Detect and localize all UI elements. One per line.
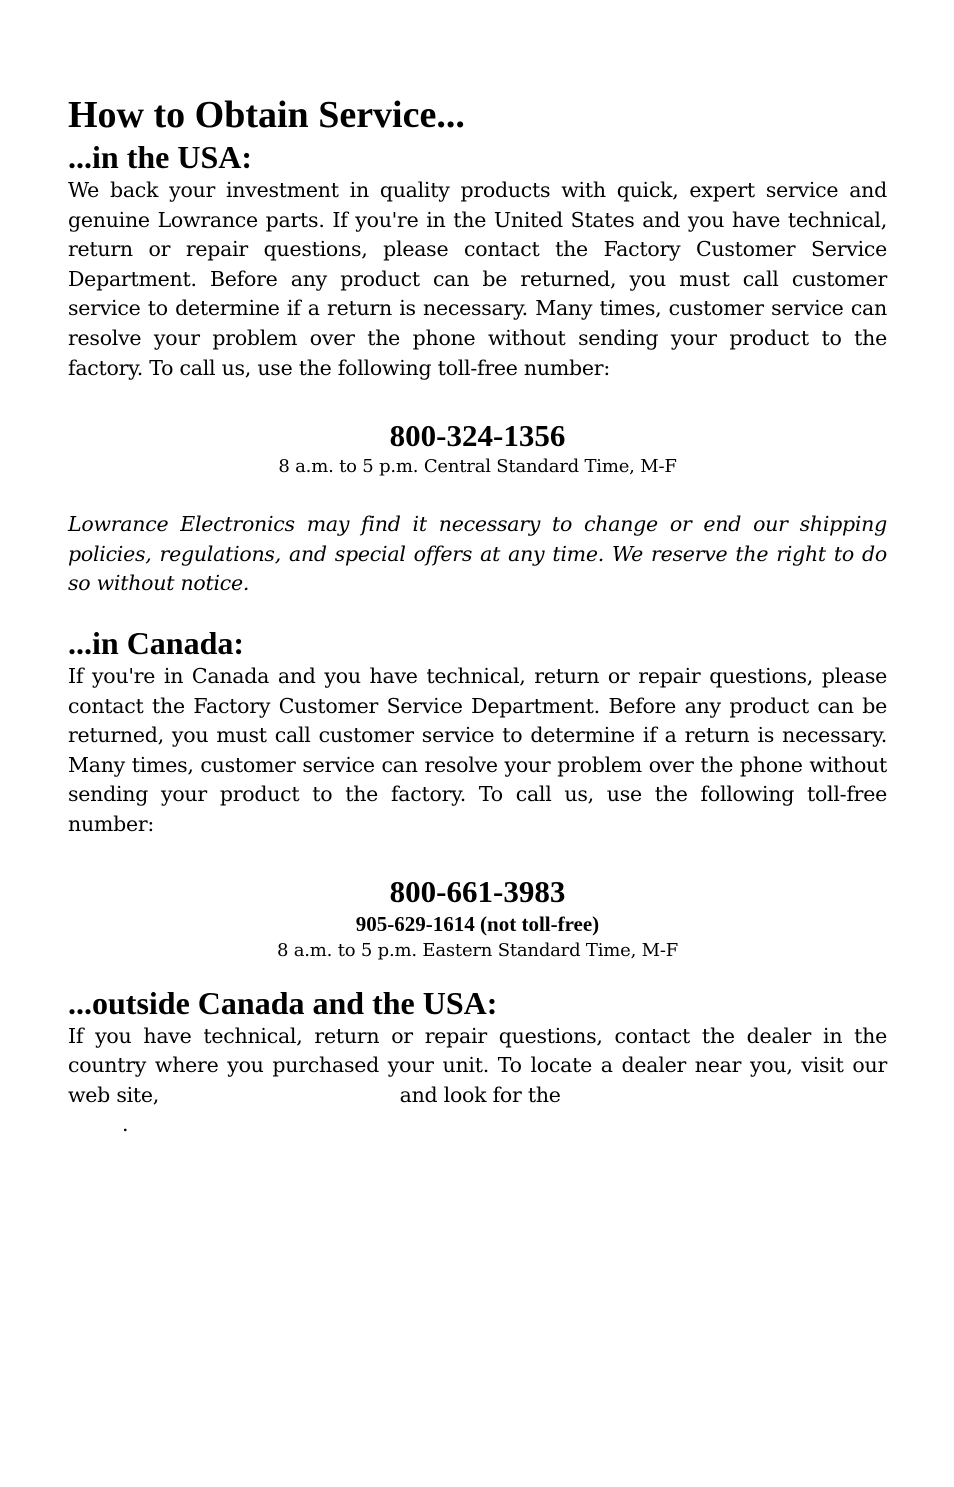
outside-body-end: . — [122, 1112, 129, 1137]
usa-body: We back your investment in quality products with quick, expert service and genuine Lowrance parts. If you're in the United States and you have technical, return or repair questions, please contact the Factory Customer Service Department. Before any product can be returned, you must call customer service to determine if a return is necessary. Many times, customer service can resolve your problem over the phone without sending your product to the factory. To call us, use the following toll-free number: — [68, 178, 887, 380]
outside-heading: ...outside Canada and the USA: — [68, 984, 498, 1021]
usa-phone-number: 800-324-1356 — [389, 418, 566, 454]
canada-alt-phone-number: 905-629-1614 (not toll-free) — [355, 911, 600, 936]
page-title: How to Obtain Service... — [68, 94, 465, 136]
outside-body-text: If you have technical, return or repair questions, contact the dealer in the country where you purchased your unit. To locate a dealer near you, visit our web site, — [68, 1023, 887, 1107]
outside-body-text-2: and look for the — [399, 1082, 561, 1107]
outside-body — [68, 1022, 887, 1140]
canada-hours: 8 a.m. to 5 p.m. Eastern Standard Time, M-F — [276, 939, 679, 961]
usa-hours: 8 a.m. to 5 p.m. Central Standard Time, M-F — [278, 456, 677, 478]
usa-heading: ...in the USA: — [68, 139, 253, 175]
service-page — [68, 92, 887, 1140]
canada-body: If you're in Canada and you have technical, return or repair questions, please contact the Factory Customer Service Department. Before any product can be returned, you must call customer service to determine if a return is necessary. Many times, customer service can resolve your problem over the phone without sending your product to the factory. To call us, use the following toll-free number: — [68, 663, 887, 836]
canada-phone-number: 800-661-3983 — [389, 873, 566, 909]
canada-heading: ...in Canada: — [68, 624, 245, 661]
shipping-policy-notice: Lowrance Electronics may find it necessary to change or end our shipping policies, regulations, and special offers at any time. We reserve the right to do so without notice. — [68, 512, 887, 596]
